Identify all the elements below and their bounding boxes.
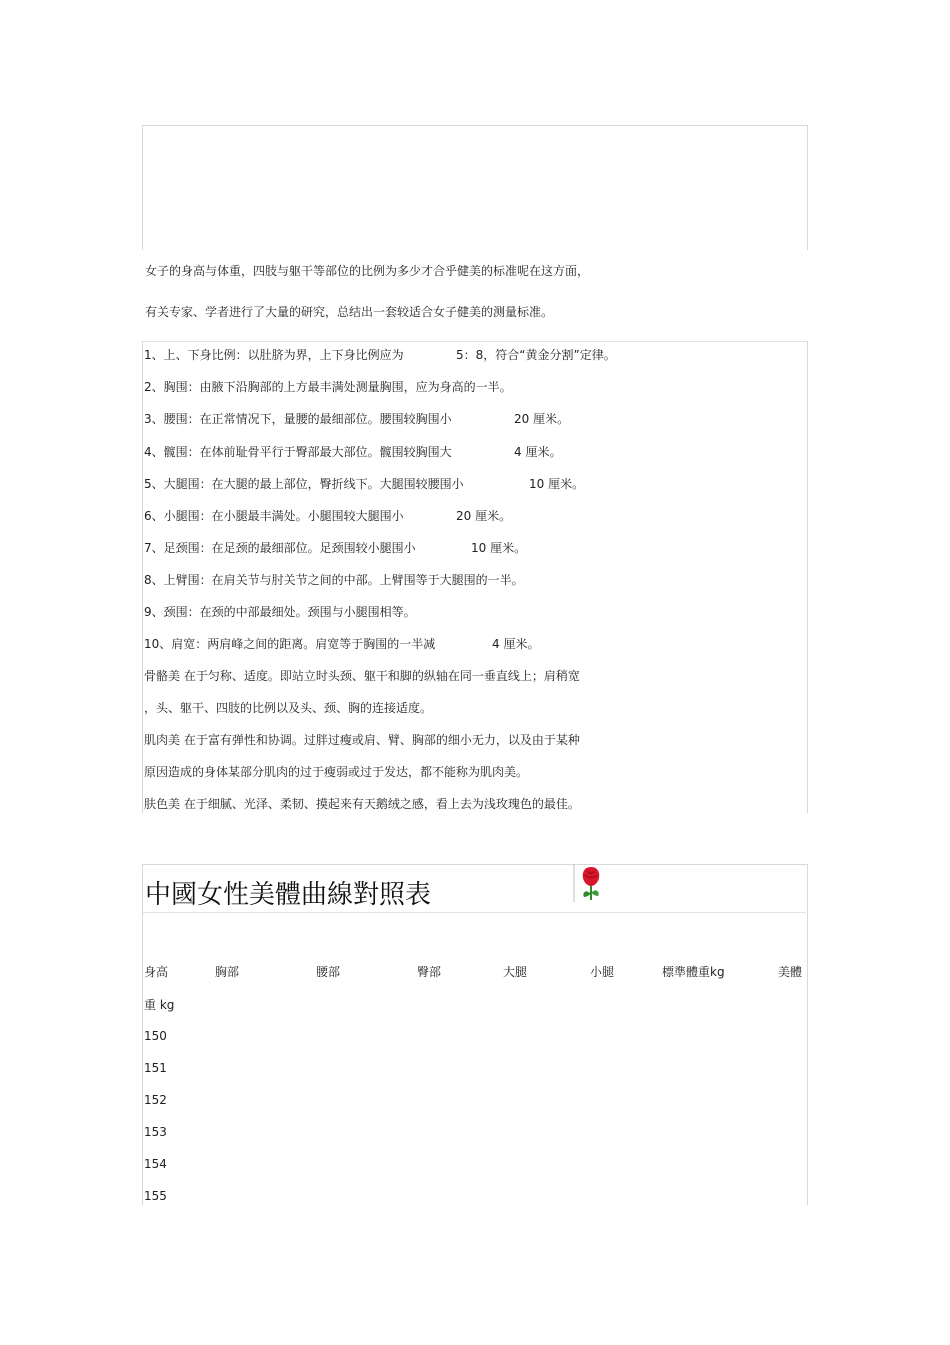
rule-7-value: 10 厘米。 xyxy=(471,541,527,555)
rule-10: 10、肩宽：两肩峰之间的距离。肩宽等于胸围的一半减 xyxy=(144,637,436,651)
beauty-muscle-line-1: 肌肉美 在于富有弹性和协调。过胖过瘦或肩、臂、胸部的细小无力，以及由于某种 xyxy=(144,733,580,747)
beauty-skin-line: 肤色美 在于细腻、光泽、柔韧、摸起来有天鹅绒之感，看上去为浅玫瑰色的最佳。 xyxy=(144,797,580,811)
height-row-152: 152 xyxy=(144,1093,167,1107)
intro-line-2: 有关专家、学者进行了大量的研究，总结出一套较适合女子健美的测量标准。 xyxy=(145,305,554,319)
intro-line-1: 女子的身高与体重，四肢与躯干等部位的比例为多少才合乎健美的标准呢在这方面， xyxy=(145,264,590,278)
rule-9: 9、颈围：在颈的中部最细处。颈围与小腿围相等。 xyxy=(144,605,416,619)
rule-5-value: 10 厘米。 xyxy=(529,477,585,491)
rule-2: 2、胸围：由腋下沿胸部的上方最丰满处测量胸围，应为身高的一半。 xyxy=(144,380,512,394)
beauty-bone-line-2: ，头、躯干、四肢的比例以及头、颈、胸的连接适度。 xyxy=(144,701,433,715)
rule-1-value: 5：8，符合“黄金分割”定律。 xyxy=(456,348,616,362)
header-waist: 腰部 xyxy=(316,965,341,979)
rule-6-value: 20 厘米。 xyxy=(456,509,512,523)
rose-icon xyxy=(573,864,609,902)
height-row-153: 153 xyxy=(144,1125,167,1139)
beauty-muscle-line-2: 原因造成的身体某部分肌肉的过于瘦弱或过于发达，都不能称为肌肉美。 xyxy=(144,765,529,779)
top-frame xyxy=(142,125,808,250)
rule-5: 5、大腿围：在大腿的最上部位，臀折线下。大腿围较腰围小 xyxy=(144,477,464,491)
rule-1: 1、上、下身比例：以肚脐为界，上下身比例应为 xyxy=(144,348,404,362)
rule-4: 4、髋围：在体前耻骨平行于臀部最大部位。髋围较胸围大 xyxy=(144,445,452,459)
rule-6: 6、小腿围：在小腿最丰满处。小腿围较大腿围小 xyxy=(144,509,404,523)
rule-4-value: 4 厘米。 xyxy=(514,445,562,459)
comparison-table xyxy=(142,864,808,1205)
rule-7: 7、足颈围：在足颈的最细部位。足颈围较小腿围小 xyxy=(144,541,416,555)
rule-3-value: 20 厘米。 xyxy=(514,412,570,426)
height-row-150: 150 xyxy=(144,1029,167,1043)
height-row-151: 151 xyxy=(144,1061,167,1075)
header-standard-weight: 標準體重kg xyxy=(662,965,725,979)
header-height: 身高 xyxy=(144,965,169,979)
rule-8: 8、上臂围：在肩关节与肘关节之间的中部。上臂围等于大腿围的一半。 xyxy=(144,573,524,587)
header-beauty-weight-wrap: 重 kg xyxy=(144,998,175,1012)
table-title: 中國女性美體曲線對照表 xyxy=(145,880,432,910)
header-thigh: 大腿 xyxy=(503,965,528,979)
beauty-bone-line-1: 骨骼美 在于匀称、适度。即站立时头颈、躯干和脚的纵轴在同一垂直线上；肩稍宽 xyxy=(144,669,580,683)
header-hip: 臀部 xyxy=(417,965,442,979)
header-beauty-weight: 美體 xyxy=(778,965,803,979)
rule-10-value: 4 厘米。 xyxy=(492,637,540,651)
height-row-154: 154 xyxy=(144,1157,167,1171)
header-calf: 小腿 xyxy=(590,965,615,979)
title-divider xyxy=(143,912,806,913)
header-chest: 胸部 xyxy=(215,965,240,979)
rule-3: 3、腰围：在正常情况下，量腰的最细部位。腰围较胸围小 xyxy=(144,412,452,426)
height-row-155: 155 xyxy=(144,1189,167,1203)
